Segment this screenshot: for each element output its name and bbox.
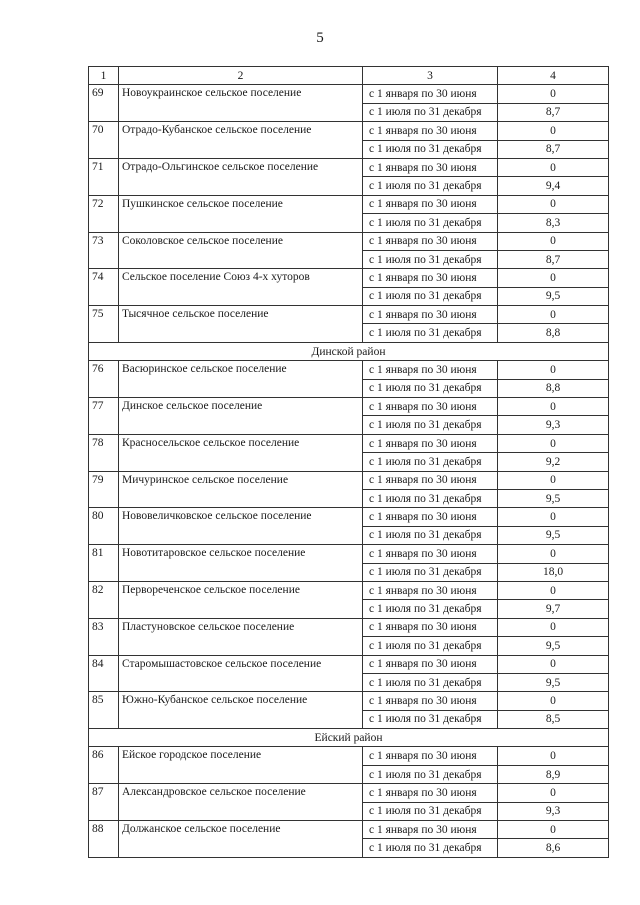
row-number: 74	[89, 269, 119, 306]
settlement-name: Тысячное сельское поселение	[119, 306, 363, 343]
row-number: 81	[89, 545, 119, 582]
period-second-half: с 1 июля по 31 декабря	[363, 710, 498, 728]
value-first-half: 0	[498, 821, 609, 839]
settlement-name: Пушкинское сельское поселение	[119, 195, 363, 232]
settlement-name: Старомышастовское сельское поселение	[119, 655, 363, 692]
settlement-name: Сельское поселение Союз 4-х хуторов	[119, 269, 363, 306]
value-second-half: 8,5	[498, 710, 609, 728]
period-second-half: с 1 июля по 31 декабря	[363, 103, 498, 121]
table-row	[89, 508, 609, 526]
settlement-name: Красносельское сельское поселение	[119, 434, 363, 471]
period-first-half: с 1 января по 30 июня	[363, 747, 498, 765]
table-row	[89, 361, 609, 379]
row-number: 82	[89, 581, 119, 618]
table-row	[89, 434, 609, 452]
value-first-half: 0	[498, 361, 609, 379]
settlement-name: Отрадо-Ольгинское сельское поселение	[119, 158, 363, 195]
row-number: 87	[89, 784, 119, 821]
row-number: 69	[89, 85, 119, 122]
period-second-half: с 1 июля по 31 декабря	[363, 673, 498, 691]
table-row	[89, 306, 609, 324]
period-second-half: с 1 июля по 31 декабря	[363, 563, 498, 581]
value-first-half: 0	[498, 784, 609, 802]
row-number: 76	[89, 361, 119, 398]
settlement-name: Должанское сельское поселение	[119, 821, 363, 858]
row-number: 70	[89, 122, 119, 159]
value-first-half: 0	[498, 545, 609, 563]
value-first-half: 0	[498, 434, 609, 452]
column-header: 4	[498, 67, 609, 85]
value-second-half: 9,5	[498, 489, 609, 507]
settlement-name: Южно-Кубанское сельское поселение	[119, 692, 363, 729]
value-second-half: 9,5	[498, 526, 609, 544]
value-first-half: 0	[498, 747, 609, 765]
period-first-half: с 1 января по 30 июня	[363, 269, 498, 287]
row-number: 80	[89, 508, 119, 545]
period-first-half: с 1 января по 30 июня	[363, 618, 498, 636]
district-name: Динской район	[89, 342, 609, 360]
row-number: 86	[89, 747, 119, 784]
value-second-half: 8,9	[498, 765, 609, 783]
row-number: 79	[89, 471, 119, 508]
district-name: Ейский район	[89, 729, 609, 747]
value-first-half: 0	[498, 85, 609, 103]
period-second-half: с 1 июля по 31 декабря	[363, 214, 498, 232]
row-number: 73	[89, 232, 119, 269]
district-header-row	[89, 342, 609, 360]
row-number: 88	[89, 821, 119, 858]
value-first-half: 0	[498, 158, 609, 176]
table-row	[89, 398, 609, 416]
table-row	[89, 581, 609, 599]
value-first-half: 0	[498, 618, 609, 636]
value-first-half: 0	[498, 306, 609, 324]
period-first-half: с 1 января по 30 июня	[363, 471, 498, 489]
period-first-half: с 1 января по 30 июня	[363, 508, 498, 526]
period-second-half: с 1 июля по 31 декабря	[363, 177, 498, 195]
settlement-name: Нововеличковское сельское поселение	[119, 508, 363, 545]
period-first-half: с 1 января по 30 июня	[363, 434, 498, 452]
period-second-half: с 1 июля по 31 декабря	[363, 379, 498, 397]
value-first-half: 0	[498, 398, 609, 416]
period-second-half: с 1 июля по 31 декабря	[363, 489, 498, 507]
value-second-half: 9,3	[498, 416, 609, 434]
table-row	[89, 747, 609, 765]
table-row	[89, 158, 609, 176]
settlement-name: Васюринское сельское поселение	[119, 361, 363, 398]
period-second-half: с 1 июля по 31 декабря	[363, 416, 498, 434]
table-row	[89, 618, 609, 636]
period-second-half: с 1 июля по 31 декабря	[363, 250, 498, 268]
value-second-half: 8,6	[498, 839, 609, 857]
period-first-half: с 1 января по 30 июня	[363, 306, 498, 324]
value-first-half: 0	[498, 471, 609, 489]
value-second-half: 9,4	[498, 177, 609, 195]
period-first-half: с 1 января по 30 июня	[363, 398, 498, 416]
district-header-row	[89, 729, 609, 747]
value-second-half: 9,5	[498, 637, 609, 655]
column-header-row	[89, 67, 609, 85]
row-number: 78	[89, 434, 119, 471]
column-header: 2	[119, 67, 363, 85]
period-second-half: с 1 июля по 31 декабря	[363, 287, 498, 305]
value-second-half: 9,7	[498, 600, 609, 618]
value-second-half: 9,2	[498, 453, 609, 471]
value-second-half: 9,5	[498, 673, 609, 691]
row-number: 71	[89, 158, 119, 195]
period-second-half: с 1 июля по 31 декабря	[363, 637, 498, 655]
table-row	[89, 692, 609, 710]
value-first-half: 0	[498, 508, 609, 526]
row-number: 85	[89, 692, 119, 729]
row-number: 72	[89, 195, 119, 232]
value-second-half: 8,8	[498, 324, 609, 342]
settlement-name: Соколовское сельское поселение	[119, 232, 363, 269]
settlement-name: Новотитаровское сельское поселение	[119, 545, 363, 582]
period-first-half: с 1 января по 30 июня	[363, 692, 498, 710]
settlement-name: Первореченское сельское поселение	[119, 581, 363, 618]
period-second-half: с 1 июля по 31 декабря	[363, 600, 498, 618]
row-number: 77	[89, 398, 119, 435]
period-first-half: с 1 января по 30 июня	[363, 545, 498, 563]
settlement-name: Ейское городское поселение	[119, 747, 363, 784]
value-first-half: 0	[498, 655, 609, 673]
value-second-half: 8,8	[498, 379, 609, 397]
row-number: 75	[89, 306, 119, 343]
period-first-half: с 1 января по 30 июня	[363, 122, 498, 140]
table-row	[89, 232, 609, 250]
period-second-half: с 1 июля по 31 декабря	[363, 765, 498, 783]
table-row	[89, 784, 609, 802]
period-first-half: с 1 января по 30 июня	[363, 232, 498, 250]
period-second-half: с 1 июля по 31 декабря	[363, 324, 498, 342]
value-first-half: 0	[498, 195, 609, 213]
table-row	[89, 545, 609, 563]
table-row	[89, 269, 609, 287]
period-first-half: с 1 января по 30 июня	[363, 85, 498, 103]
value-first-half: 0	[498, 232, 609, 250]
period-second-half: с 1 июля по 31 декабря	[363, 140, 498, 158]
period-second-half: с 1 июля по 31 декабря	[363, 453, 498, 471]
table-row	[89, 195, 609, 213]
settlement-name: Мичуринское сельское поселение	[119, 471, 363, 508]
value-second-half: 9,3	[498, 802, 609, 820]
period-second-half: с 1 июля по 31 декабря	[363, 526, 498, 544]
settlement-name: Александровское сельское поселение	[119, 784, 363, 821]
value-second-half: 8,7	[498, 103, 609, 121]
value-first-half: 0	[498, 692, 609, 710]
period-first-half: с 1 января по 30 июня	[363, 158, 498, 176]
period-first-half: с 1 января по 30 июня	[363, 361, 498, 379]
table-row	[89, 122, 609, 140]
period-first-half: с 1 января по 30 июня	[363, 655, 498, 673]
period-first-half: с 1 января по 30 июня	[363, 784, 498, 802]
tariff-table	[88, 66, 609, 858]
period-first-half: с 1 января по 30 июня	[363, 581, 498, 599]
row-number: 84	[89, 655, 119, 692]
period-second-half: с 1 июля по 31 декабря	[363, 802, 498, 820]
value-second-half: 9,5	[498, 287, 609, 305]
value-second-half: 18,0	[498, 563, 609, 581]
period-first-half: с 1 января по 30 июня	[363, 821, 498, 839]
column-header: 3	[363, 67, 498, 85]
value-second-half: 8,3	[498, 214, 609, 232]
value-second-half: 8,7	[498, 250, 609, 268]
table-body	[89, 67, 609, 858]
settlement-name: Динское сельское поселение	[119, 398, 363, 435]
settlement-name: Пластуновское сельское поселение	[119, 618, 363, 655]
settlement-name: Новоукраинское сельское поселение	[119, 85, 363, 122]
period-second-half: с 1 июля по 31 декабря	[363, 839, 498, 857]
period-first-half: с 1 января по 30 июня	[363, 195, 498, 213]
row-number: 83	[89, 618, 119, 655]
table-row	[89, 655, 609, 673]
column-header: 1	[89, 67, 119, 85]
table-row	[89, 85, 609, 103]
value-first-half: 0	[498, 122, 609, 140]
settlement-name: Отрадо-Кубанское сельское поселение	[119, 122, 363, 159]
value-first-half: 0	[498, 581, 609, 599]
table-row	[89, 471, 609, 489]
value-second-half: 8,7	[498, 140, 609, 158]
value-first-half: 0	[498, 269, 609, 287]
page-number: 5	[316, 30, 324, 46]
table-row	[89, 821, 609, 839]
